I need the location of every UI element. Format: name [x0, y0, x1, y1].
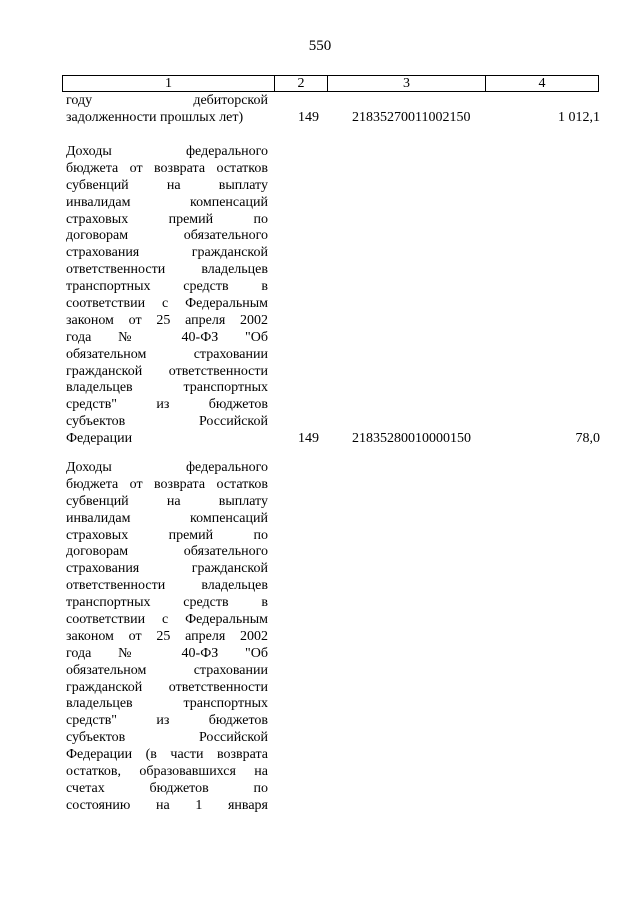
description-line: средств" из бюджетов [66, 397, 268, 413]
page-number: 550 [308, 38, 332, 54]
description-line: владельцев транспортных [66, 380, 268, 396]
column-header-4: 4 [538, 76, 546, 91]
column-header-1: 1 [63, 76, 275, 91]
description-line: средств" из бюджетов [66, 713, 268, 729]
description-line: страховых премий по [66, 211, 268, 227]
row-description [66, 460, 268, 815]
description-line: ответственности владельцев [66, 262, 268, 278]
row-description [66, 144, 268, 448]
description-line: состоянию на 1 января [66, 797, 268, 813]
description-line: гражданской ответственности [66, 679, 268, 695]
description-line: соответствии с Федеральным [66, 612, 268, 628]
admin-code: 149 [298, 110, 319, 125]
description-line: транспортных средств в [66, 595, 268, 611]
description-line: договорам обязательного [66, 228, 268, 244]
description-line: гражданской ответственности [66, 363, 268, 379]
description-line: бюджета от возврата остатков [66, 476, 268, 492]
description-line: транспортных средств в [66, 279, 268, 295]
description-line: субъектов Российской [66, 730, 268, 746]
description-line: законом от 25 апреля 2002 [66, 312, 268, 328]
description-line: Федерации [66, 431, 133, 447]
description-line: законом от 25 апреля 2002 [66, 628, 268, 644]
description-line: инвалидам компенсаций [66, 194, 268, 210]
description-line: страхования гражданской [66, 561, 268, 577]
column-header-3: 3 [328, 76, 486, 91]
description-line: Федерации (в части возврата [66, 747, 268, 763]
description-line: договорам обязательного [66, 544, 268, 560]
description-line: году дебиторской [66, 93, 268, 108]
description-line: владельцев транспортных [66, 696, 268, 712]
budget-classification-code: 21835270011002150 [352, 110, 471, 125]
description-line: бюджета от возврата остатков [66, 160, 268, 176]
admin-code: 149 [298, 431, 319, 446]
table-row [66, 93, 600, 127]
description-line: страхования гражданской [66, 245, 268, 261]
description-line: задолженности прошлых лет) [66, 109, 244, 125]
row-description [66, 93, 268, 127]
amount: 78,0 [575, 431, 600, 446]
description-line: года № 40-ФЗ "Об [66, 329, 268, 345]
description-line: обязательном страховании [66, 662, 268, 678]
description-line: Доходы федерального [66, 144, 268, 159]
table-row [66, 144, 600, 449]
description-line: инвалидам компенсаций [66, 510, 268, 526]
column-header-2: 2 [275, 76, 328, 91]
description-line: соответствии с Федеральным [66, 296, 268, 312]
description-line: остатков, образовавшихся на [66, 764, 268, 780]
budget-classification-code: 21835280010000150 [352, 431, 471, 446]
description-line: субвенций на выплату [66, 493, 268, 509]
description-line: субъектов Российской [66, 414, 268, 430]
description-line: года № 40-ФЗ "Об [66, 645, 268, 661]
description-line: счетах бюджетов по [66, 780, 268, 796]
description-line: обязательном страховании [66, 346, 268, 362]
description-line: страховых премий по [66, 527, 268, 543]
table-row [66, 460, 600, 820]
amount: 1 012,1 [558, 110, 600, 125]
description-line: субвенций на выплату [66, 177, 268, 193]
description-line: Доходы федерального [66, 460, 268, 475]
table-header [62, 75, 599, 92]
description-line: ответственности владельцев [66, 578, 268, 594]
